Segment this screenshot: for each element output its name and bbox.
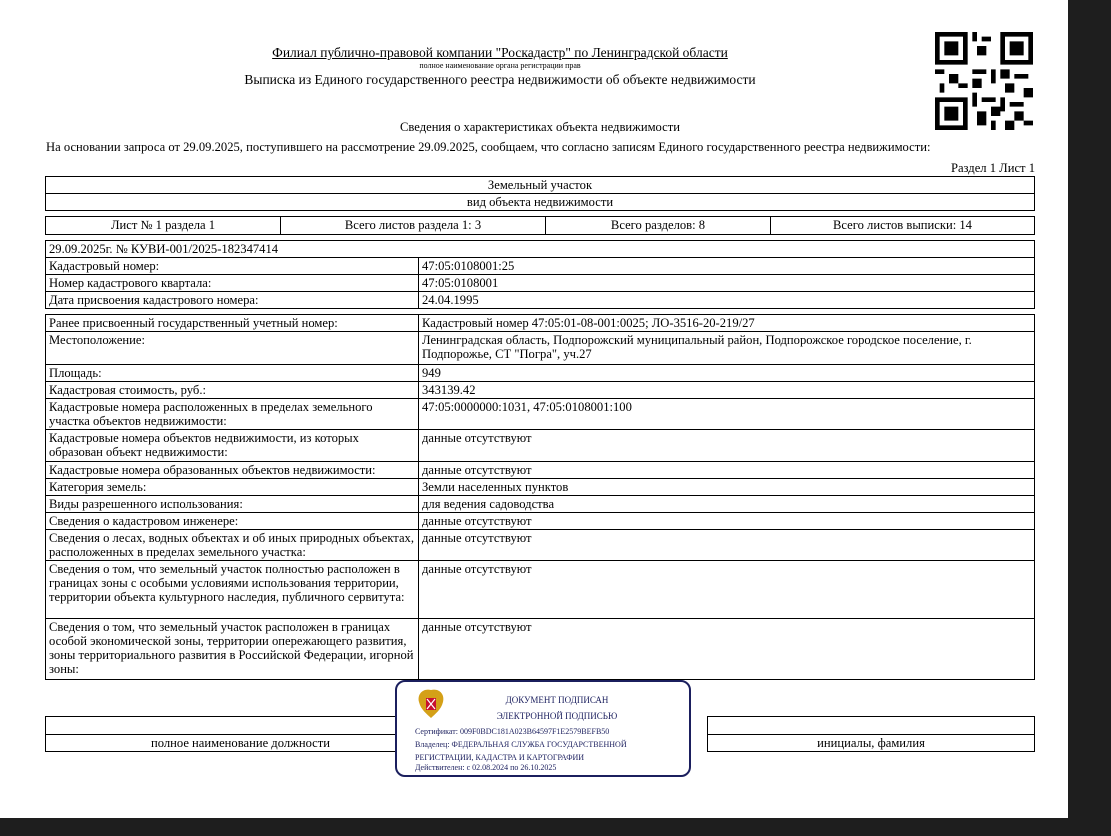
position-cell (46, 717, 436, 735)
field-value: данные отсутствуют (419, 513, 1035, 530)
stamp-validity: Действителен: с 02.08.2024 по 26.10.2025 (415, 763, 557, 772)
table-row (46, 315, 1035, 332)
field-value: данные отсутствуют (419, 619, 1035, 680)
field-label: Кадастровые номера расположенных в пределах земельного участка объектов недвижимости: (46, 399, 419, 430)
field-label: Кадастровые номера объектов недвижимости, из которых образован объект недвижимости: (46, 430, 419, 462)
stamp-owner: Владелец: ФЕДЕРАЛЬНАЯ СЛУЖБА ГОСУДАРСТВЕННОЙ (415, 740, 627, 749)
request-text: На основании запроса от 29.09.2025, поступившего на рассмотрение 29.09.2025, сообщаем, что согласно записям Единого государственного реестра недвижимости: (46, 140, 931, 154)
field-label: Категория земель: (46, 479, 419, 496)
field-label: Площадь: (46, 365, 419, 382)
field-label: Сведения о том, что земельный участок расположен в границах особой экономической зоны, территории опережающего развития, зоны территориального развития в Российской Федерации, игорной зоны: (46, 619, 419, 680)
table-row (46, 430, 1035, 462)
field-label: Сведения о лесах, водных объектах и об иных природных объектах, расположенных в пределах земельного участка: (46, 530, 419, 561)
sheets-table (45, 216, 1035, 235)
extract-sheets-total: Всего листов выписки: 14 (771, 217, 1035, 235)
cadastral-table (45, 240, 1035, 309)
stamp-line2: ЭЛЕКТРОННОЙ ПОДПИСЬЮ (496, 711, 618, 721)
field-value: 47:05:0108001:25 (419, 258, 1035, 275)
section-sheet: Раздел 1 Лист 1 (950, 161, 1035, 175)
table-row (46, 496, 1035, 513)
field-value: данные отсутствуют (419, 462, 1035, 479)
table-row (46, 365, 1035, 382)
table-row (46, 619, 1035, 680)
field-label: Виды разрешенного использования: (46, 496, 419, 513)
table-row (46, 462, 1035, 479)
section-title: Сведения о характеристиках объекта недвижимости (400, 120, 680, 134)
stamp-certificate: Сертификат: 009F0BDC181A023B64597F1E2579BEFB50 (415, 727, 610, 736)
field-value: 343139.42 (419, 382, 1035, 399)
field-value: 47:05:0000000:1031, 47:05:0108001:100 (419, 399, 1035, 430)
object-type-caption: вид объекта недвижимости (46, 194, 1035, 211)
table-row (46, 479, 1035, 496)
field-value: 47:05:0108001 (419, 275, 1035, 292)
object-type: Земельный участок (46, 177, 1035, 194)
field-label: Кадастровая стоимость, руб.: (46, 382, 419, 399)
extract-number: 29.09.2025г. № КУВИ-001/2025-182347414 (46, 241, 1035, 258)
field-value: Ленинградская область, Подпорожский муниципальный район, Подпорожское городское поселение, г. Подпорожье, СТ "Погра", уч.27 (419, 332, 1035, 365)
name-caption: инициалы, фамилия (708, 735, 1035, 752)
sections-total: Всего разделов: 8 (546, 217, 771, 235)
field-label: Кадастровые номера образованных объектов недвижимости: (46, 462, 419, 479)
field-value: 949 (419, 365, 1035, 382)
table-row (46, 399, 1035, 430)
e-signature-stamp (395, 680, 691, 777)
field-value: для ведения садоводства (419, 496, 1035, 513)
table-row (46, 530, 1035, 561)
field-value: данные отсутствуют (419, 530, 1035, 561)
sheet-number: Лист № 1 раздела 1 (46, 217, 281, 235)
field-value: Кадастровый номер 47:05:01-08-001:0025; ЛО-3516-20-219/27 (419, 315, 1035, 332)
org-caption: полное наименование органа регистрации прав (419, 61, 581, 70)
field-label: Ранее присвоенный государственный учетный номер: (46, 315, 419, 332)
field-label: Номер кадастрового квартала: (46, 275, 419, 292)
field-value: данные отсутствуют (419, 561, 1035, 619)
coat-of-arms-icon (415, 686, 447, 720)
qr-code (935, 32, 1033, 130)
stamp-owner-cont: РЕГИСТРАЦИИ, КАДАСТРА И КАРТОГРАФИИ (415, 753, 585, 762)
section-sheets-total: Всего листов раздела 1: 3 (281, 217, 546, 235)
field-label: Местоположение: (46, 332, 419, 365)
doc-title: Выписка из Единого государственного реестра недвижимости об объекте недвижимости (244, 72, 756, 87)
field-label: Кадастровый номер: (46, 258, 419, 275)
table-row (46, 513, 1035, 530)
table-row (46, 561, 1035, 619)
stamp-line1: ДОКУМЕНТ ПОДПИСАН (505, 695, 609, 705)
field-value: Земли населенных пунктов (419, 479, 1035, 496)
name-cell (708, 717, 1035, 735)
field-value: 24.04.1995 (419, 292, 1035, 309)
field-label: Сведения о кадастровом инженере: (46, 513, 419, 530)
object-type-table (45, 176, 1035, 211)
table-row (46, 382, 1035, 399)
characteristics-table (45, 314, 1035, 680)
table-row (46, 332, 1035, 365)
field-label: Сведения о том, что земельный участок полностью расположен в границах зоны с особыми условиями использования территории, территории объекта культурного наследия, публичного сервитута: (46, 561, 419, 619)
org-name: Филиал публично-правовой компании "Роскадастр" по Ленинградской области (272, 45, 728, 60)
field-value: данные отсутствуют (419, 430, 1035, 462)
field-label: Дата присвоения кадастрового номера: (46, 292, 419, 309)
position-caption: полное наименование должности (46, 735, 436, 752)
